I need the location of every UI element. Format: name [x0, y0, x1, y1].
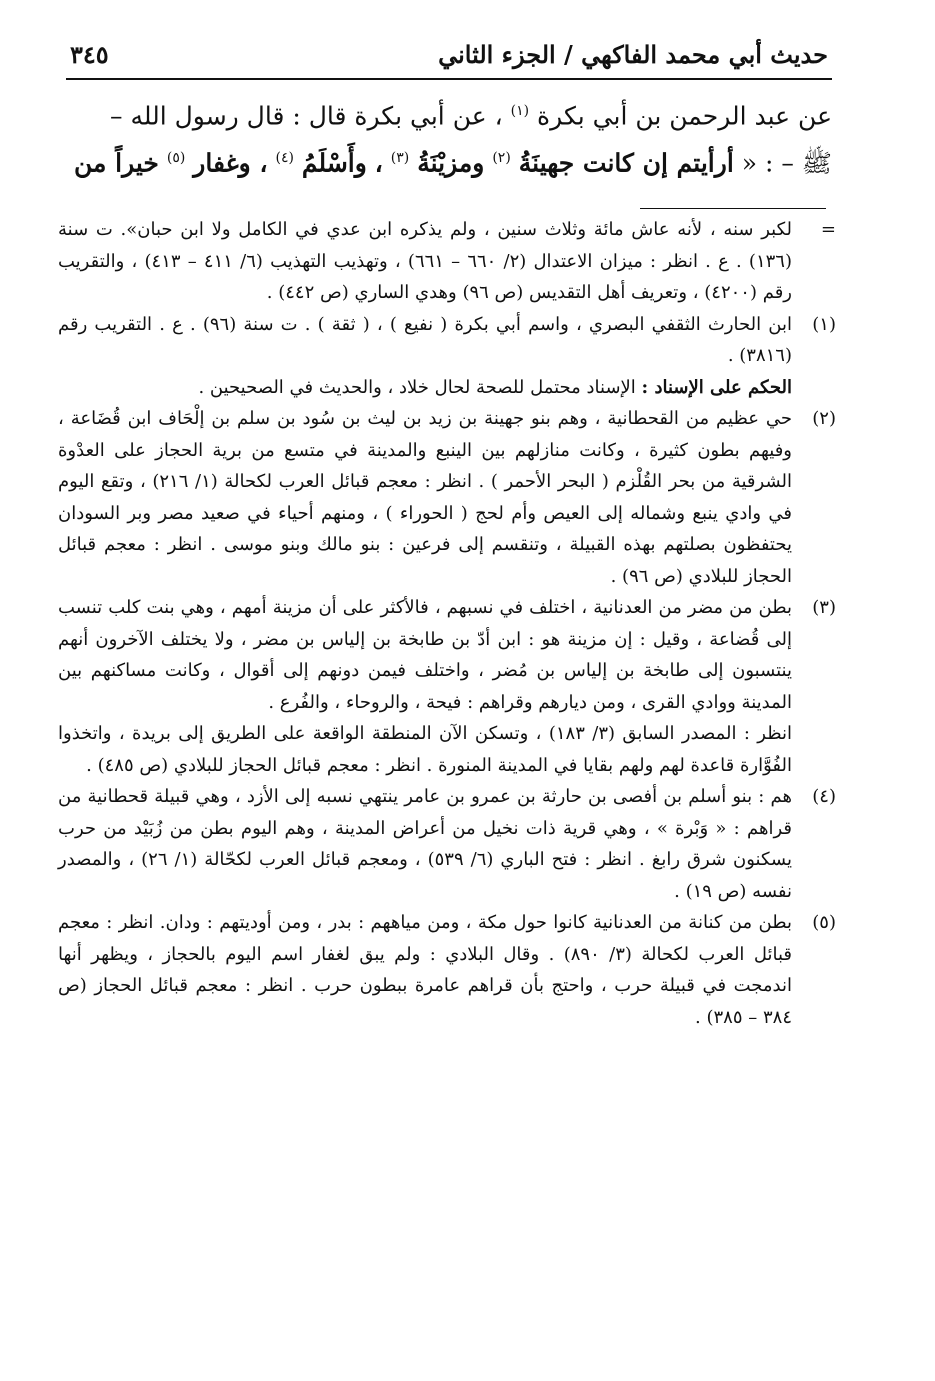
text-segment: عن عبد الرحمن بن أبي بكرة: [537, 101, 832, 131]
footnote-number: (٥): [812, 912, 836, 933]
text-segment: – : «: [741, 148, 794, 178]
header-rule: [66, 78, 832, 80]
footnote-ref-4[interactable]: (٤): [275, 150, 294, 167]
hadith-line-1: [60, 90, 832, 137]
footnote-number: (٢): [812, 408, 836, 429]
footnote-2: [58, 403, 836, 592]
hadith-line-2: [60, 137, 832, 184]
footnote-ref-2[interactable]: (٢): [492, 150, 511, 167]
footnote-ref-1[interactable]: (١): [510, 103, 530, 119]
hadith-quote: ،: [374, 148, 383, 178]
footnote-text: لكبر سنه ، لأنه عاش مائة وثلاث سنين ، ولم يذكره ابن عدي في الكامل ولا ابن حبان». ت سنة (١٣٦) . ع . انظر : ميزان الاعتدال (٢/ ٦٦٠ – ٦٦١) ، وتهذيب التهذيب (٦/ ٤١١ – ٤١٣) ، والتقريب رقم (٤٢٠٠) ، وتعريف أهل التقديس (ص ٩٦) وهدي الساري (ص ٤٤٢) .: [58, 219, 792, 303]
page-number: ٣٤٥: [70, 39, 109, 69]
hadith-quote: أرأيتم إن كانت جهينَةُ: [518, 148, 734, 178]
footnotes: [58, 214, 836, 1033]
isnad-ruling: [58, 372, 792, 404]
footnote-text: هم : بنو أسلم بن أفصى بن حارثة بن عمرو بن عامر ينتهي نسبه إلى الأزد ، وهي قبيلة قحطانية من قراهم : « وَبْرة » ، وهي قرية ذات نخيل من أعراض المدينة ، وهم اليوم بطن من زُبَيْد من حرب يسكنون شرق رابغ . انظر : فتح الباري (٦/ ٥٣٩) ، ومعجم قبائل العرب لكحّالة (١/ ٢٦) ، والمصدر نفسه (ص ١٩) .: [58, 786, 792, 902]
hadith-quote: ومزيْنَةُ: [417, 148, 485, 178]
hadith-quote: ، وغفار: [193, 148, 268, 178]
footnote-continued: [58, 214, 836, 309]
hadith-text: [60, 90, 832, 185]
footnote-text: بطن من مضر من العدنانية ، اختلف في نسبهم ، فالأكثر على أن مزينة أمهم ، وهي بنت كلب تنسب إلى قُضاعة ، وقيل : إن مزينة هو : ابن أدّ بن طابخة بن إلياس بن مضر ، ولا يختلف الآخرون أنهم ينتسبون إلى طابخة بن إلياس بن مُضر ، واختلف فيمن دونهم إلى أقوال ، وكانت مساكنهم بين المدينة ووادي القرى ، ومن ديارهم وقراهم : فيحة ، والروحاء ، والفُرع .: [58, 597, 792, 713]
footnote-text: بطن من كنانة من العدنانية كانوا حول مكة ، ومن مياههم : بدر ، ومن أوديتهم : ودان. انظر : معجم قبائل العرب لكحالة (٣/ ٨٩٠) . وقال البلادي : ولم يبق لغفار اسم اليوم بالحجاز ، ويظهر أنها اندمجت في قبيلة حرب ، واحتج بأن قراهم عامرة ببطون حرب . انظر : معجم قبائل الحجاز (ص ٣٨٤ – ٣٨٥) .: [58, 912, 792, 1028]
footnote-number: (٤): [812, 786, 836, 807]
salutation-glyph: ﷺ: [801, 148, 832, 178]
footnote-text: انظر : المصدر السابق (٣/ ١٨٣) ، وتسكن الآن المنطقة الواقعة على الطريق إلى بريدة ، واتخذوا الفُوَّارة قاعدة لهم ولهم بقايا في المدينة المنورة . انظر : معجم قبائل الحجاز للبلادي (ص ٤٨٥) .: [58, 723, 792, 776]
footnote-ref-3[interactable]: (٣): [390, 150, 410, 167]
isnad-ruling-text: الإسناد محتمل للصحة لحال خلاد ، والحديث في الصحيحين .: [198, 376, 636, 398]
footnote-number: (٣): [812, 597, 836, 618]
footnote-3: [58, 592, 836, 781]
hadith-quote: وأَسْلَمُ: [301, 148, 367, 178]
footnote-5: [58, 907, 836, 1033]
text-segment: ، عن أبي بكرة قال : قال رسول الله –: [110, 101, 503, 131]
continuation-marker: =: [820, 219, 836, 240]
footnote-4: [58, 781, 836, 907]
running-header: [70, 34, 828, 74]
footnote-text: حي عظيم من القحطانية ، وهم بنو جهينة بن زيد بن ليث بن سُود بن سلم بن إلْحَاف ابن قُضَاعة ، وفيهم بطون كثيرة ، وكانت منازلهم بين الينبع والمدينة في متسع من برية الحجاز على العدْوة الشرقية من بحر القُلْزم ( البحر الأحمر ) . انظر : معجم قبائل العرب لكحالة (١/ ٢١٦) ، وتقع اليوم في وادي ينبع وشماله إلى العيص وأم لحج ( الحوراء ) ، ومنهم أحياء في صعيد مصر وبر السودان يحتفظون بصلتهم بهذه القبيلة ، وتنقسم إلى فرعين : بنو مالك وبنو موسى . انظر : معجم قبائل الحجاز للبلادي (ص ٩٦) .: [58, 408, 792, 587]
footnote-separator: [640, 208, 826, 209]
footnote-ref-5[interactable]: (٥): [166, 150, 186, 167]
footnote-text: ابن الحارث الثقفي البصري ، واسم أبي بكرة ( نفيع ) ، ( ثقة ) . ت سنة (٩٦) . ع . التقريب رقم (٣٨١٦) .: [58, 313, 792, 366]
footnote-1: [58, 309, 836, 404]
isnad-ruling-label: الحكم على الإسناد :: [641, 376, 792, 398]
hadith-quote: خيراً من: [74, 148, 159, 178]
header-title: حديث أبي محمد الفاكهي / الجزء الثاني: [438, 39, 828, 69]
footnote-number: (١): [812, 313, 836, 335]
